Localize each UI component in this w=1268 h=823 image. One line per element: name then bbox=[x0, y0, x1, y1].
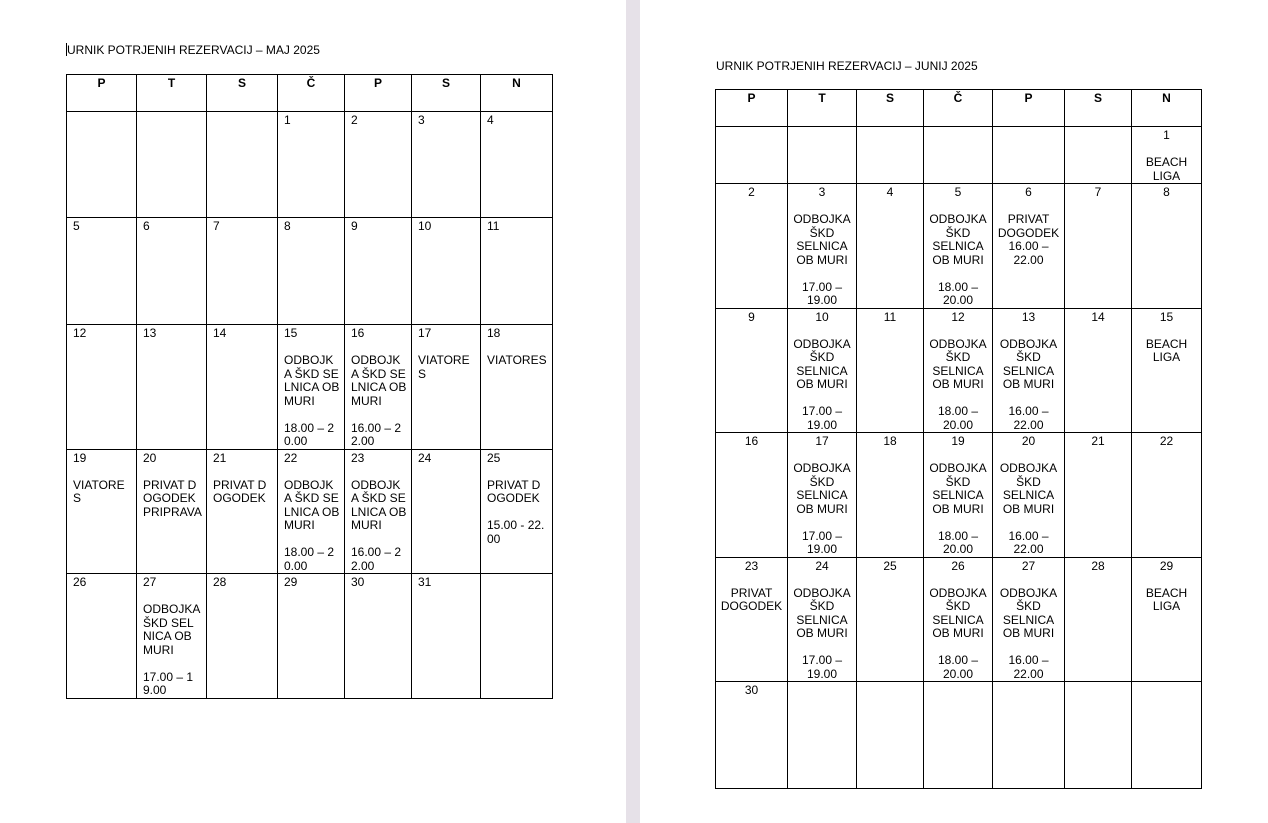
week-row bbox=[716, 184, 1202, 309]
day-cell[interactable] bbox=[857, 682, 924, 789]
day-cell[interactable] bbox=[993, 433, 1065, 558]
day-number: 27 bbox=[1021, 558, 1036, 573]
reservation-text: ODBOJKA ŠKD SELNICA OB MURI bbox=[999, 585, 1058, 640]
weekday-header: P bbox=[67, 75, 137, 112]
document-page-may[interactable] bbox=[0, 0, 626, 823]
weekday-header: Č bbox=[924, 90, 993, 127]
day-cell[interactable] bbox=[345, 325, 412, 450]
day-number: 15 bbox=[284, 326, 298, 340]
weekday-header: T bbox=[788, 90, 857, 127]
day-number: 12 bbox=[951, 309, 965, 324]
day-number: 14 bbox=[1091, 309, 1105, 324]
day-number: 26 bbox=[951, 558, 965, 573]
day-number: 22 bbox=[1159, 434, 1174, 448]
day-number: 1 bbox=[1163, 128, 1170, 142]
day-number: 2 bbox=[351, 113, 358, 127]
day-number: 23 bbox=[744, 558, 759, 573]
day-cell[interactable] bbox=[67, 112, 137, 218]
day-number: 14 bbox=[213, 326, 227, 340]
reservation-text: ODBOJKA ŠKD SELNICA OB MURI bbox=[793, 585, 851, 640]
day-number: 10 bbox=[815, 309, 829, 324]
day-number bbox=[719, 129, 784, 143]
week-row bbox=[716, 557, 1202, 682]
day-number: 4 bbox=[886, 185, 894, 199]
day-cell[interactable] bbox=[412, 325, 481, 450]
day-number: 24 bbox=[815, 558, 829, 573]
reservation-time: 18.00 – 20.00 bbox=[284, 545, 335, 573]
reservation-time: 16.00 – 22.00 bbox=[1008, 528, 1049, 556]
day-number: 17 bbox=[815, 434, 829, 448]
day-number: 16 bbox=[744, 434, 759, 448]
day-number bbox=[791, 129, 853, 143]
reservation-text: ODBOJKA ŠKD SELNICA OB MURI bbox=[929, 585, 987, 640]
day-number: 11 bbox=[487, 219, 500, 233]
day-cell[interactable] bbox=[345, 574, 412, 699]
day-number: 9 bbox=[351, 219, 358, 233]
day-cell[interactable] bbox=[1065, 557, 1132, 682]
reservation-time: 18.00 – 20.00 bbox=[937, 528, 979, 556]
week-row bbox=[67, 574, 553, 699]
day-number bbox=[1135, 684, 1198, 698]
day-cell[interactable] bbox=[857, 308, 924, 433]
reservation-text: ODBOJKA ŠKD SELNICA OB MURI bbox=[793, 212, 851, 267]
reservation-text: ODBOJKA ŠKD SELNICA OB MURI bbox=[793, 461, 851, 516]
day-cell[interactable] bbox=[857, 557, 924, 682]
day-number: 8 bbox=[284, 219, 291, 233]
week-row bbox=[716, 433, 1202, 558]
weekday-header: S bbox=[207, 75, 278, 112]
document-page-june[interactable] bbox=[640, 0, 1268, 823]
day-number: 6 bbox=[1025, 185, 1032, 199]
day-cell[interactable] bbox=[1065, 308, 1132, 433]
day-number: 4 bbox=[487, 113, 494, 127]
weekday-header: S bbox=[1065, 90, 1132, 127]
day-cell[interactable] bbox=[278, 574, 345, 699]
day-number: 5 bbox=[954, 185, 962, 199]
day-number: 18 bbox=[487, 326, 501, 340]
reservation-text: ODBOJKA ŠKD SELNICA OB MURI bbox=[351, 353, 407, 408]
day-cell[interactable] bbox=[137, 574, 207, 699]
day-cell[interactable] bbox=[1132, 308, 1202, 433]
weekday-header: N bbox=[481, 75, 553, 112]
day-cell[interactable] bbox=[67, 218, 137, 325]
reservation-text: ODBOJKA ŠKD SELNICA OB MURI bbox=[929, 336, 987, 391]
day-number: 5 bbox=[73, 219, 80, 233]
day-cell[interactable] bbox=[857, 433, 924, 558]
day-cell[interactable] bbox=[788, 184, 857, 309]
day-number: 8 bbox=[1163, 185, 1170, 199]
day-cell[interactable] bbox=[924, 127, 993, 184]
reservation-text: VIATORES bbox=[418, 353, 470, 381]
june-calendar-table bbox=[715, 89, 1202, 789]
reservation-text: PRIVAT DOGODEK PRIPRAVA bbox=[143, 477, 202, 519]
reservation-text: ODBOJKA ŠKD SELNICA OB MURI bbox=[929, 461, 987, 516]
day-cell[interactable] bbox=[1132, 433, 1202, 558]
week-row bbox=[67, 218, 553, 325]
reservation-time: 18.00 – 20.00 bbox=[937, 404, 979, 432]
day-cell[interactable] bbox=[788, 433, 857, 558]
reservation-text: BEACH LIGA bbox=[1145, 336, 1188, 364]
day-cell[interactable] bbox=[993, 127, 1065, 184]
day-number bbox=[73, 114, 132, 128]
day-cell[interactable] bbox=[924, 557, 993, 682]
reservation-text: PRIVAT DOGODEK bbox=[720, 585, 783, 613]
day-cell[interactable] bbox=[857, 184, 924, 309]
day-cell[interactable] bbox=[993, 308, 1065, 433]
day-number bbox=[213, 114, 273, 128]
weekday-header-row bbox=[716, 90, 1202, 127]
reservation-time: 17.00 – 19.00 bbox=[801, 528, 843, 556]
weekday-header: P bbox=[716, 90, 788, 127]
weekday-header: N bbox=[1132, 90, 1202, 127]
reservation-text: BEACH LIGA bbox=[1145, 585, 1188, 613]
reservation-text: ODBOJKA ŠKD SELNICA OB MURI bbox=[793, 336, 851, 391]
reservation-time: 15.00 - 22.00 bbox=[487, 518, 545, 546]
may-calendar-table bbox=[66, 74, 553, 699]
day-number: 19 bbox=[951, 434, 965, 448]
day-number: 1 bbox=[284, 113, 291, 127]
day-cell[interactable] bbox=[788, 127, 857, 184]
day-number: 25 bbox=[883, 558, 897, 573]
reservation-text: ODBOJKA ŠKD SELNICA OB MURI bbox=[999, 336, 1058, 391]
reservation-text: BEACH LIGA bbox=[1145, 155, 1188, 183]
day-cell[interactable] bbox=[1065, 433, 1132, 558]
day-cell[interactable] bbox=[1132, 184, 1202, 309]
day-number: 15 bbox=[1159, 309, 1174, 324]
weekday-header: S bbox=[857, 90, 924, 127]
day-cell[interactable] bbox=[137, 449, 207, 574]
day-number bbox=[487, 576, 548, 590]
day-cell[interactable] bbox=[481, 449, 553, 574]
day-number: 19 bbox=[73, 450, 87, 465]
reservation-time: 16.00 – 22.00 bbox=[1008, 404, 1049, 432]
day-number: 17 bbox=[418, 326, 432, 340]
day-cell[interactable] bbox=[481, 574, 553, 699]
day-number: 29 bbox=[1159, 558, 1174, 573]
reservation-time: 18.00 – 20.00 bbox=[937, 279, 979, 307]
week-row bbox=[716, 682, 1202, 789]
day-number: 28 bbox=[1091, 558, 1105, 573]
day-number bbox=[860, 684, 920, 698]
reservation-time: 17.00 – 19.00 bbox=[801, 653, 843, 681]
day-number: 24 bbox=[418, 450, 432, 465]
reservation-text: VIATORES bbox=[73, 477, 125, 505]
reservation-text: ODBOJKA ŠKD SELNICA OB MURI bbox=[143, 602, 200, 657]
day-number: 31 bbox=[418, 575, 432, 589]
day-cell[interactable] bbox=[345, 112, 412, 218]
week-row bbox=[67, 449, 553, 574]
day-cell[interactable] bbox=[207, 325, 278, 450]
day-cell[interactable] bbox=[412, 218, 481, 325]
day-cell[interactable] bbox=[278, 325, 345, 450]
day-number: 25 bbox=[487, 450, 501, 465]
day-cell[interactable] bbox=[788, 557, 857, 682]
day-cell[interactable] bbox=[716, 127, 788, 184]
day-cell[interactable] bbox=[716, 433, 788, 558]
day-cell[interactable] bbox=[278, 112, 345, 218]
weekday-header: S bbox=[412, 75, 481, 112]
reservation-text: ODBOJKA ŠKD SELNICA OB MURI bbox=[929, 212, 987, 267]
day-number bbox=[927, 684, 989, 698]
day-cell[interactable] bbox=[207, 218, 278, 325]
day-cell[interactable] bbox=[1132, 557, 1202, 682]
day-number: 30 bbox=[351, 575, 365, 589]
day-cell[interactable] bbox=[137, 325, 207, 450]
weekday-header-row bbox=[67, 75, 553, 112]
day-cell[interactable] bbox=[345, 218, 412, 325]
reservation-time: 16.00 – 22.00 bbox=[1008, 653, 1049, 681]
day-number: 30 bbox=[744, 683, 759, 697]
day-cell[interactable] bbox=[993, 557, 1065, 682]
week-row bbox=[67, 112, 553, 218]
reservation-time: 18.00 – 20.00 bbox=[937, 653, 979, 681]
day-number: 3 bbox=[418, 113, 425, 127]
day-cell[interactable] bbox=[481, 325, 553, 450]
day-cell[interactable] bbox=[1065, 127, 1132, 184]
day-cell[interactable] bbox=[924, 308, 993, 433]
day-number bbox=[996, 129, 1061, 143]
reservation-text: ODBOJKA ŠKD SELNICA OB MURI bbox=[284, 477, 340, 532]
day-cell[interactable] bbox=[1065, 682, 1132, 789]
day-cell[interactable] bbox=[993, 682, 1065, 789]
day-number: 6 bbox=[143, 219, 150, 233]
day-number: 21 bbox=[1091, 434, 1105, 448]
day-number: 13 bbox=[1021, 309, 1036, 324]
day-cell[interactable] bbox=[67, 449, 137, 574]
day-number: 3 bbox=[818, 185, 826, 199]
day-number bbox=[143, 114, 202, 128]
weekday-header: T bbox=[137, 75, 207, 112]
reservation-time: 16.00 – 22.00 bbox=[351, 545, 402, 573]
day-cell[interactable] bbox=[67, 574, 137, 699]
day-number: 28 bbox=[213, 575, 227, 589]
week-row bbox=[67, 325, 553, 450]
day-number: 10 bbox=[418, 219, 432, 233]
day-number bbox=[1068, 684, 1128, 698]
day-number: 20 bbox=[1021, 434, 1036, 448]
day-number: 20 bbox=[143, 450, 157, 465]
weekday-header: Č bbox=[278, 75, 345, 112]
day-cell[interactable] bbox=[207, 449, 278, 574]
day-number bbox=[791, 684, 853, 698]
day-cell[interactable] bbox=[278, 218, 345, 325]
day-number bbox=[1068, 129, 1128, 143]
may-title[interactable]: URNIK POTRJENIH REZERVACIJ – MAJ 2025 bbox=[67, 43, 320, 57]
day-number: 18 bbox=[883, 434, 897, 448]
weekday-header: P bbox=[345, 75, 412, 112]
day-cell[interactable] bbox=[716, 682, 788, 789]
day-number: 12 bbox=[73, 326, 87, 340]
page-separator bbox=[626, 0, 640, 823]
day-cell[interactable] bbox=[481, 218, 553, 325]
day-cell[interactable] bbox=[412, 449, 481, 574]
day-cell[interactable] bbox=[924, 433, 993, 558]
week-row bbox=[716, 127, 1202, 184]
day-number: 23 bbox=[351, 450, 365, 465]
day-cell[interactable] bbox=[207, 574, 278, 699]
reservation-text: ODBOJKA ŠKD SELNICA OB MURI bbox=[351, 477, 407, 532]
day-number: 9 bbox=[748, 309, 755, 324]
day-number bbox=[860, 129, 920, 143]
day-cell[interactable] bbox=[412, 574, 481, 699]
reservation-text: VIATORES bbox=[487, 353, 547, 367]
day-number: 27 bbox=[143, 575, 157, 589]
reservation-text: PRIVAT DOGODEK 16.00 – 22.00 bbox=[997, 212, 1060, 267]
day-number: 22 bbox=[284, 450, 298, 465]
day-cell[interactable] bbox=[857, 127, 924, 184]
day-number: 26 bbox=[73, 575, 87, 589]
week-row bbox=[716, 308, 1202, 433]
reservation-text: ODBOJKA ŠKD SELNICA OB MURI bbox=[999, 461, 1058, 516]
reservation-text: PRIVAT DOGODEK bbox=[487, 477, 541, 505]
day-cell[interactable] bbox=[481, 112, 553, 218]
reservation-time: 16.00 – 22.00 bbox=[351, 420, 402, 448]
day-cell[interactable] bbox=[67, 325, 137, 450]
reservation-time: 18.00 – 20.00 bbox=[284, 420, 335, 448]
day-number: 2 bbox=[748, 185, 755, 199]
day-cell[interactable] bbox=[788, 682, 857, 789]
day-number: 16 bbox=[351, 326, 365, 340]
day-cell[interactable] bbox=[993, 184, 1065, 309]
day-cell[interactable] bbox=[412, 112, 481, 218]
reservation-text: ODBOJKA ŠKD SELNICA OB MURI bbox=[284, 353, 340, 408]
day-cell[interactable] bbox=[924, 682, 993, 789]
day-cell[interactable] bbox=[716, 308, 788, 433]
day-cell[interactable] bbox=[924, 184, 993, 309]
day-cell[interactable] bbox=[1132, 127, 1202, 184]
day-cell[interactable] bbox=[137, 112, 207, 218]
day-cell[interactable] bbox=[1132, 682, 1202, 789]
reservation-time: 17.00 – 19.00 bbox=[801, 279, 843, 307]
day-cell[interactable] bbox=[207, 112, 278, 218]
day-cell[interactable] bbox=[716, 557, 788, 682]
reservation-text: PRIVAT DOGODEK bbox=[213, 477, 267, 505]
day-number: 7 bbox=[213, 219, 220, 233]
day-number bbox=[996, 684, 1061, 698]
day-number: 11 bbox=[883, 309, 897, 324]
day-number bbox=[927, 129, 989, 143]
day-number: 7 bbox=[1094, 185, 1102, 199]
day-cell[interactable] bbox=[137, 218, 207, 325]
day-number: 29 bbox=[284, 575, 298, 589]
day-number: 21 bbox=[213, 450, 227, 465]
day-cell[interactable] bbox=[345, 449, 412, 574]
day-cell[interactable] bbox=[278, 449, 345, 574]
reservation-time: 17.00 – 19.00 bbox=[801, 404, 843, 432]
weekday-header: P bbox=[993, 90, 1065, 127]
day-cell[interactable] bbox=[716, 184, 788, 309]
day-cell[interactable] bbox=[788, 308, 857, 433]
day-cell[interactable] bbox=[1065, 184, 1132, 309]
june-title[interactable]: URNIK POTRJENIH REZERVACIJ – JUNIJ 2025 bbox=[716, 59, 978, 73]
reservation-time: 17.00 – 19.00 bbox=[143, 669, 194, 697]
day-number: 13 bbox=[143, 326, 157, 340]
